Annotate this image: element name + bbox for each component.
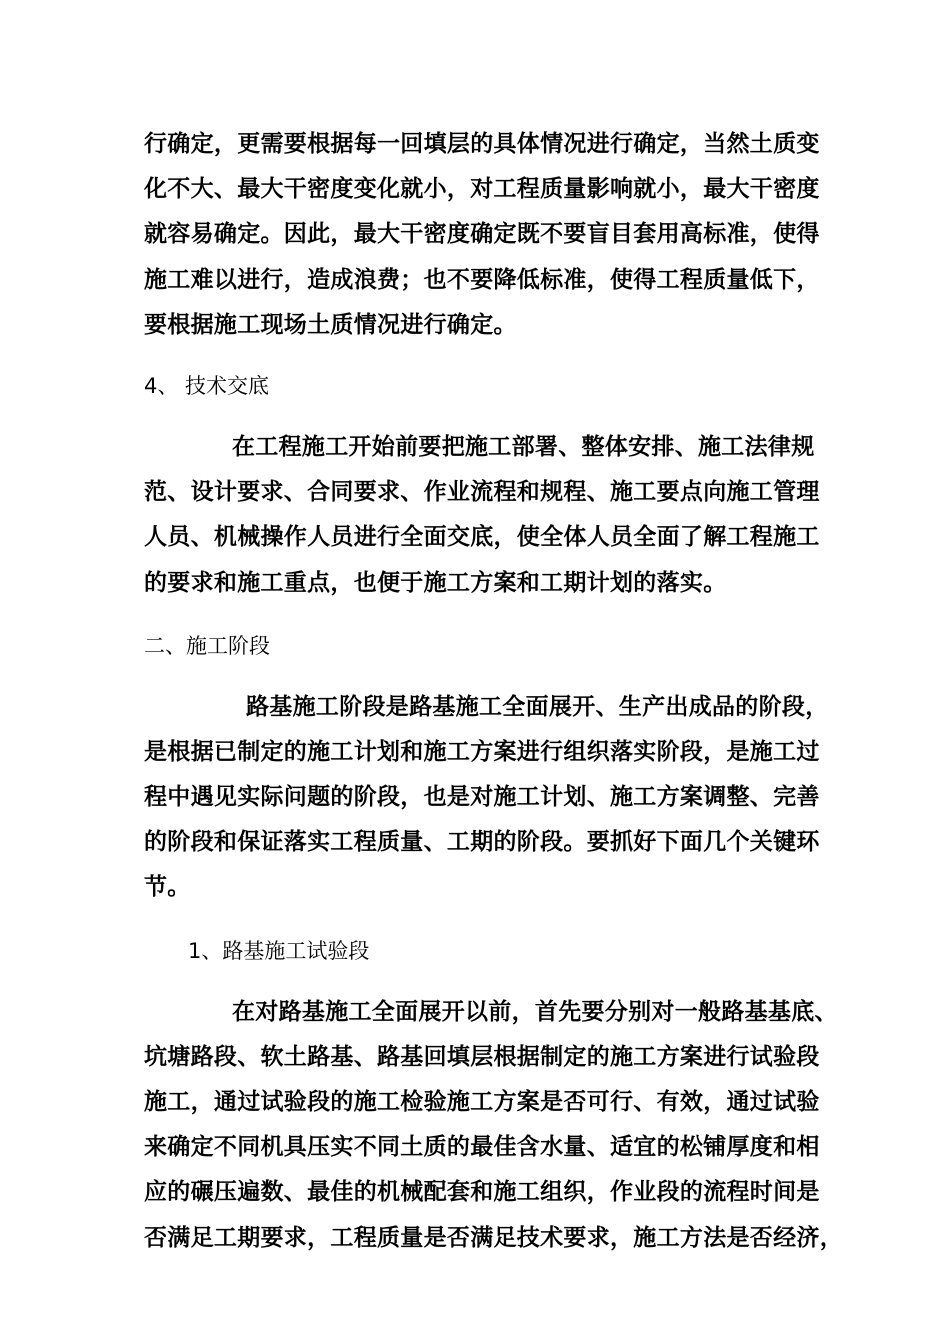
text-line: 施工，通过试验段的施工检验施工方案是否可行、有效，通过试验 — [144, 1089, 820, 1115]
text-line: 否满足工期要求，工程质量是否满足技术要求，施工方法是否经济， — [144, 1224, 843, 1251]
text-line: 程中遇见实际问题的阶段，也是对施工计划、施工方案调整、完善 — [144, 784, 820, 811]
text-line: 路基施工阶段是路基施工全面展开、生产出成品的阶段， — [246, 693, 829, 720]
text-line: 人员、机械操作人员进行全面交底，使全体人员全面了解工程施工 — [144, 524, 820, 551]
text-line: 在工程施工开始前要把施工部署、整体安排、施工法律规 — [232, 433, 815, 460]
text-line: 就容易确定。因此，最大干密度确定既不要盲目套用高标准，使得 — [144, 221, 820, 248]
text-line: 在对路基施工全面展开以前，首先要分别对一般路基基底、 — [232, 998, 838, 1025]
paragraph-construction-stage — [144, 685, 829, 911]
paragraph-technical-briefing — [144, 425, 820, 606]
text-line: 是根据已制定的施工计划和施工方案进行组织落实阶段，是施工过 — [144, 738, 820, 765]
text-line: 的阶段和保证落实工程质量、工期的阶段。要抓好下面几个关键环 — [144, 829, 820, 856]
text-line: 要根据施工现场土质情况进行确定。 — [144, 311, 517, 338]
section-heading-construction-stage: 二、施工阶段 — [144, 633, 270, 658]
paragraph-max-dry-density — [144, 122, 820, 348]
text-line: 节。 — [144, 874, 191, 901]
text-line: 化不大、最大干密度变化就小，对工程质量影响就小，最大干密度 — [144, 176, 820, 203]
text-line: 施工难以进行，造成浪费；也不要降低标准，使得工程质量低下， — [144, 266, 820, 293]
text-line: 行确定，更需要根据每一回填层的具体情况进行确定，当然土质变 — [144, 131, 820, 157]
text-line: 应的碾压遍数、最佳的机械配套和施工组织，作业段的流程时间是 — [144, 1179, 820, 1206]
text-line: 坑塘路段、软土路基、路基回填层根据制定的施工方案进行试验段 — [144, 1043, 820, 1070]
text-line: 的要求和施工重点，也便于施工方案和工期计划的落实。 — [144, 569, 727, 596]
text-line: 范、设计要求、合同要求、作业流程和规程、施工要点向施工管理 — [144, 479, 820, 506]
text-line: 来确定不同机具压实不同土质的最佳含水量、适宜的松铺厚度和相 — [144, 1134, 820, 1161]
section-heading-technical-briefing: 4、 技术交底 — [144, 373, 270, 398]
section-heading-test-section: 1、路基施工试验段 — [188, 938, 370, 963]
paragraph-test-section — [144, 990, 843, 1261]
